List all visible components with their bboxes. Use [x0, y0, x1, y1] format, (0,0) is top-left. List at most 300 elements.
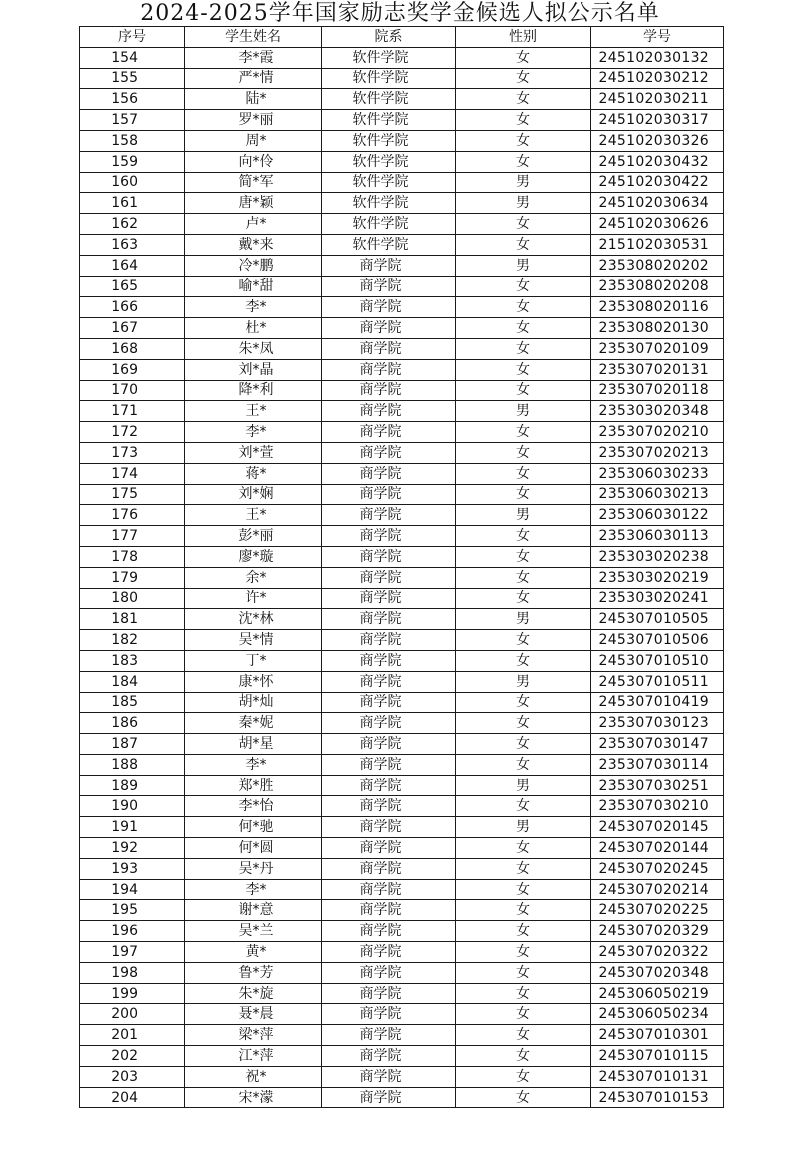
cell-student-name: 刘*晶	[185, 359, 322, 380]
cell-student-name: 康*怀	[185, 671, 322, 692]
cell-student-name: 杜*	[185, 318, 322, 339]
cell-student-name: 李*	[185, 422, 322, 443]
cell-student-id: 245102030212	[591, 68, 724, 89]
cell-gender: 女	[456, 1004, 591, 1025]
cell-student-name: 降*利	[185, 380, 322, 401]
cell-student-name: 黄*	[185, 942, 322, 963]
table-row	[80, 484, 724, 505]
table-row	[80, 650, 724, 671]
cell-student-name: 许*	[185, 588, 322, 609]
cell-department: 软件学院	[322, 68, 456, 89]
cell-serial-number: 188	[80, 754, 185, 775]
table-row	[80, 713, 724, 734]
cell-serial-number: 180	[80, 588, 185, 609]
cell-gender: 女	[456, 1046, 591, 1067]
cell-student-name: 吴*兰	[185, 921, 322, 942]
cell-student-id: 245102030326	[591, 130, 724, 151]
cell-department: 商学院	[322, 338, 456, 359]
cell-serial-number: 154	[80, 47, 185, 68]
cell-serial-number: 176	[80, 505, 185, 526]
cell-serial-number: 179	[80, 567, 185, 588]
table-row	[80, 1004, 724, 1025]
cell-student-name: 蒋*	[185, 463, 322, 484]
cell-department: 商学院	[322, 900, 456, 921]
cell-serial-number: 168	[80, 338, 185, 359]
cell-student-name: 严*情	[185, 68, 322, 89]
cell-department: 商学院	[322, 838, 456, 859]
cell-student-name: 郑*胜	[185, 775, 322, 796]
cell-student-id: 235307030147	[591, 734, 724, 755]
cell-student-name: 唐*颖	[185, 193, 322, 214]
cell-serial-number: 197	[80, 942, 185, 963]
table-row	[80, 47, 724, 68]
cell-gender: 女	[456, 1025, 591, 1046]
cell-serial-number: 165	[80, 276, 185, 297]
cell-department: 商学院	[322, 1087, 456, 1108]
cell-student-id: 235307030251	[591, 775, 724, 796]
cell-student-name: 鲁*芳	[185, 962, 322, 983]
cell-student-id: 235307020118	[591, 380, 724, 401]
cell-department: 软件学院	[322, 89, 456, 110]
cell-serial-number: 178	[80, 546, 185, 567]
cell-department: 商学院	[322, 1025, 456, 1046]
cell-student-name: 李*	[185, 297, 322, 318]
cell-serial-number: 172	[80, 422, 185, 443]
cell-gender: 女	[456, 858, 591, 879]
cell-student-name: 吴*丹	[185, 858, 322, 879]
table-row	[80, 193, 724, 214]
cell-serial-number: 167	[80, 318, 185, 339]
cell-gender: 女	[456, 942, 591, 963]
cell-gender: 女	[456, 526, 591, 547]
cell-student-id: 245307010131	[591, 1066, 724, 1087]
cell-student-id: 235307020109	[591, 338, 724, 359]
cell-serial-number: 202	[80, 1046, 185, 1067]
table-row	[80, 526, 724, 547]
cell-serial-number: 170	[80, 380, 185, 401]
table-row	[80, 130, 724, 151]
cell-gender: 女	[456, 442, 591, 463]
table-row	[80, 1046, 724, 1067]
table-header-row	[80, 27, 724, 48]
table-row	[80, 463, 724, 484]
cell-gender: 男	[456, 401, 591, 422]
table-row	[80, 151, 724, 172]
cell-student-name: 聂*晨	[185, 1004, 322, 1025]
cell-serial-number: 177	[80, 526, 185, 547]
cell-gender: 女	[456, 214, 591, 235]
cell-gender: 女	[456, 713, 591, 734]
cell-student-name: 刘*萱	[185, 442, 322, 463]
cell-student-name: 李*怡	[185, 796, 322, 817]
cell-student-id: 235306030113	[591, 526, 724, 547]
cell-department: 商学院	[322, 817, 456, 838]
table-row	[80, 1025, 724, 1046]
cell-student-id: 235303020238	[591, 546, 724, 567]
cell-gender: 女	[456, 338, 591, 359]
cell-gender: 女	[456, 630, 591, 651]
cell-department: 商学院	[322, 734, 456, 755]
table-row	[80, 858, 724, 879]
cell-student-name: 李*	[185, 754, 322, 775]
cell-student-id: 235307020210	[591, 422, 724, 443]
table-row	[80, 921, 724, 942]
cell-student-id: 245102030432	[591, 151, 724, 172]
cell-student-id: 245307010115	[591, 1046, 724, 1067]
cell-student-id: 245102030626	[591, 214, 724, 235]
cell-student-name: 祝*	[185, 1066, 322, 1087]
cell-gender: 男	[456, 505, 591, 526]
table-body	[80, 47, 724, 1108]
cell-department: 商学院	[322, 754, 456, 775]
cell-department: 商学院	[322, 921, 456, 942]
cell-gender: 女	[456, 276, 591, 297]
cell-department: 商学院	[322, 526, 456, 547]
cell-department: 软件学院	[322, 193, 456, 214]
cell-student-name: 李*	[185, 879, 322, 900]
table-row	[80, 609, 724, 630]
cell-department: 软件学院	[322, 110, 456, 131]
table-row	[80, 214, 724, 235]
cell-student-name: 彭*丽	[185, 526, 322, 547]
table-row	[80, 630, 724, 651]
cell-student-id: 235303020219	[591, 567, 724, 588]
cell-department: 商学院	[322, 276, 456, 297]
cell-student-id: 245307010419	[591, 692, 724, 713]
cell-student-name: 李*霞	[185, 47, 322, 68]
cell-serial-number: 189	[80, 775, 185, 796]
cell-serial-number: 163	[80, 234, 185, 255]
cell-gender: 女	[456, 796, 591, 817]
cell-gender: 男	[456, 817, 591, 838]
cell-gender: 女	[456, 692, 591, 713]
cell-serial-number: 155	[80, 68, 185, 89]
cell-serial-number: 199	[80, 983, 185, 1004]
cell-student-id: 235306030122	[591, 505, 724, 526]
cell-department: 商学院	[322, 796, 456, 817]
cell-department: 商学院	[322, 505, 456, 526]
cell-department: 商学院	[322, 484, 456, 505]
cell-serial-number: 200	[80, 1004, 185, 1025]
table-row	[80, 505, 724, 526]
cell-gender: 男	[456, 671, 591, 692]
cell-department: 商学院	[322, 775, 456, 796]
cell-student-name: 简*军	[185, 172, 322, 193]
cell-department: 商学院	[322, 380, 456, 401]
table-row	[80, 318, 724, 339]
cell-department: 软件学院	[322, 47, 456, 68]
cell-student-name: 王*	[185, 505, 322, 526]
cell-department: 商学院	[322, 1066, 456, 1087]
cell-serial-number: 156	[80, 89, 185, 110]
cell-student-name: 卢*	[185, 214, 322, 235]
table-row	[80, 89, 724, 110]
cell-gender: 女	[456, 546, 591, 567]
cell-gender: 女	[456, 110, 591, 131]
cell-serial-number: 194	[80, 879, 185, 900]
cell-student-name: 向*伶	[185, 151, 322, 172]
cell-department: 商学院	[322, 567, 456, 588]
cell-serial-number: 185	[80, 692, 185, 713]
table-row	[80, 962, 724, 983]
cell-serial-number: 182	[80, 630, 185, 651]
cell-student-id: 245102030317	[591, 110, 724, 131]
cell-student-id: 245102030211	[591, 89, 724, 110]
cell-serial-number: 193	[80, 858, 185, 879]
cell-department: 商学院	[322, 692, 456, 713]
cell-department: 商学院	[322, 609, 456, 630]
table-row	[80, 734, 724, 755]
cell-serial-number: 198	[80, 962, 185, 983]
cell-student-id: 245102030634	[591, 193, 724, 214]
cell-department: 商学院	[322, 650, 456, 671]
cell-department: 商学院	[322, 255, 456, 276]
cell-serial-number: 201	[80, 1025, 185, 1046]
cell-gender: 女	[456, 567, 591, 588]
cell-student-id: 235303020241	[591, 588, 724, 609]
cell-gender: 女	[456, 359, 591, 380]
cell-department: 商学院	[322, 546, 456, 567]
cell-gender: 女	[456, 1087, 591, 1108]
cell-student-name: 谢*意	[185, 900, 322, 921]
cell-gender: 男	[456, 609, 591, 630]
cell-gender: 女	[456, 900, 591, 921]
table-row	[80, 588, 724, 609]
table-row	[80, 110, 724, 131]
cell-student-name: 陆*	[185, 89, 322, 110]
cell-student-id: 245307010505	[591, 609, 724, 630]
header-student-name: 学生姓名	[185, 27, 322, 48]
cell-serial-number: 195	[80, 900, 185, 921]
cell-gender: 男	[456, 193, 591, 214]
cell-student-name: 沈*林	[185, 609, 322, 630]
cell-student-name: 胡*星	[185, 734, 322, 755]
table-row	[80, 671, 724, 692]
table-row	[80, 1066, 724, 1087]
cell-department: 商学院	[322, 858, 456, 879]
cell-student-name: 胡*灿	[185, 692, 322, 713]
cell-gender: 女	[456, 484, 591, 505]
cell-serial-number: 158	[80, 130, 185, 151]
table-row	[80, 172, 724, 193]
cell-student-name: 戴*来	[185, 234, 322, 255]
table-row	[80, 796, 724, 817]
cell-student-id: 235306030213	[591, 484, 724, 505]
cell-serial-number: 169	[80, 359, 185, 380]
cell-student-name: 余*	[185, 567, 322, 588]
cell-student-id: 245102030132	[591, 47, 724, 68]
cell-student-id: 235303020348	[591, 401, 724, 422]
cell-department: 商学院	[322, 1046, 456, 1067]
cell-department: 商学院	[322, 1004, 456, 1025]
cell-department: 商学院	[322, 442, 456, 463]
cell-gender: 女	[456, 463, 591, 484]
cell-department: 商学院	[322, 713, 456, 734]
cell-gender: 女	[456, 962, 591, 983]
table-row	[80, 983, 724, 1004]
cell-department: 商学院	[322, 588, 456, 609]
page-title: 2024-2025学年国家励志奖学金候选人拟公示名单	[140, 1, 660, 26]
cell-student-name: 朱*旋	[185, 983, 322, 1004]
cell-student-id: 245307020329	[591, 921, 724, 942]
cell-gender: 女	[456, 297, 591, 318]
cell-student-id: 245307010511	[591, 671, 724, 692]
header-student-id: 学号	[591, 27, 724, 48]
cell-gender: 男	[456, 255, 591, 276]
cell-student-name: 周*	[185, 130, 322, 151]
cell-serial-number: 191	[80, 817, 185, 838]
cell-student-id: 235307030210	[591, 796, 724, 817]
cell-department: 商学院	[322, 942, 456, 963]
table-row	[80, 68, 724, 89]
cell-serial-number: 196	[80, 921, 185, 942]
cell-department: 商学院	[322, 671, 456, 692]
cell-department: 软件学院	[322, 151, 456, 172]
table-row	[80, 546, 724, 567]
cell-serial-number: 157	[80, 110, 185, 131]
cell-serial-number: 175	[80, 484, 185, 505]
cell-department: 软件学院	[322, 214, 456, 235]
cell-gender: 女	[456, 422, 591, 443]
table-row	[80, 255, 724, 276]
header-gender: 性别	[456, 27, 591, 48]
cell-student-name: 何*驰	[185, 817, 322, 838]
cell-student-id: 245307010153	[591, 1087, 724, 1108]
cell-student-id: 235308020208	[591, 276, 724, 297]
cell-student-id: 245102030422	[591, 172, 724, 193]
table-row	[80, 567, 724, 588]
cell-serial-number: 192	[80, 838, 185, 859]
cell-gender: 女	[456, 318, 591, 339]
cell-student-name: 廖*璇	[185, 546, 322, 567]
header-serial-number: 序号	[80, 27, 185, 48]
table-row	[80, 297, 724, 318]
table-row	[80, 900, 724, 921]
cell-serial-number: 162	[80, 214, 185, 235]
cell-gender: 女	[456, 921, 591, 942]
cell-student-name: 何*圆	[185, 838, 322, 859]
cell-student-id: 235306030233	[591, 463, 724, 484]
table-row	[80, 879, 724, 900]
cell-gender: 女	[456, 734, 591, 755]
cell-gender: 女	[456, 151, 591, 172]
cell-student-name: 梁*萍	[185, 1025, 322, 1046]
cell-department: 商学院	[322, 422, 456, 443]
table-row	[80, 838, 724, 859]
cell-student-id: 245307020145	[591, 817, 724, 838]
cell-student-name: 冷*鹏	[185, 255, 322, 276]
cell-gender: 女	[456, 380, 591, 401]
cell-student-id: 235308020116	[591, 297, 724, 318]
cell-department: 商学院	[322, 359, 456, 380]
cell-gender: 女	[456, 983, 591, 1004]
cell-gender: 女	[456, 130, 591, 151]
cell-student-name: 丁*	[185, 650, 322, 671]
cell-department: 商学院	[322, 983, 456, 1004]
cell-department: 商学院	[322, 463, 456, 484]
cell-serial-number: 186	[80, 713, 185, 734]
cell-student-id: 235307020131	[591, 359, 724, 380]
table-row	[80, 380, 724, 401]
cell-student-id: 245307010301	[591, 1025, 724, 1046]
cell-student-id: 235307030123	[591, 713, 724, 734]
cell-serial-number: 181	[80, 609, 185, 630]
table-row	[80, 692, 724, 713]
cell-student-name: 宋*濛	[185, 1087, 322, 1108]
cell-serial-number: 187	[80, 734, 185, 755]
cell-serial-number: 184	[80, 671, 185, 692]
cell-serial-number: 164	[80, 255, 185, 276]
candidate-table	[79, 26, 724, 1108]
cell-gender: 女	[456, 650, 591, 671]
cell-student-name: 秦*妮	[185, 713, 322, 734]
cell-student-name: 喻*甜	[185, 276, 322, 297]
cell-gender: 女	[456, 1066, 591, 1087]
cell-student-id: 215102030531	[591, 234, 724, 255]
cell-gender: 女	[456, 588, 591, 609]
cell-student-name: 吴*情	[185, 630, 322, 651]
cell-student-name: 罗*丽	[185, 110, 322, 131]
cell-serial-number: 183	[80, 650, 185, 671]
cell-student-id: 245307020245	[591, 858, 724, 879]
cell-serial-number: 174	[80, 463, 185, 484]
cell-department: 软件学院	[322, 130, 456, 151]
cell-gender: 女	[456, 47, 591, 68]
cell-student-id: 235307020213	[591, 442, 724, 463]
cell-serial-number: 160	[80, 172, 185, 193]
cell-student-name: 王*	[185, 401, 322, 422]
cell-student-id: 245307010506	[591, 630, 724, 651]
cell-student-name: 江*萍	[185, 1046, 322, 1067]
cell-student-id: 245306050219	[591, 983, 724, 1004]
table-row	[80, 775, 724, 796]
cell-gender: 男	[456, 775, 591, 796]
cell-department: 商学院	[322, 962, 456, 983]
cell-student-id: 245307020322	[591, 942, 724, 963]
cell-student-name: 刘*娴	[185, 484, 322, 505]
cell-student-name: 朱*凤	[185, 338, 322, 359]
cell-department: 商学院	[322, 297, 456, 318]
cell-serial-number: 203	[80, 1066, 185, 1087]
cell-department: 商学院	[322, 318, 456, 339]
cell-serial-number: 161	[80, 193, 185, 214]
cell-serial-number: 166	[80, 297, 185, 318]
table-row	[80, 754, 724, 775]
cell-gender: 女	[456, 838, 591, 859]
cell-student-id: 235308020202	[591, 255, 724, 276]
cell-gender: 女	[456, 234, 591, 255]
table-row	[80, 401, 724, 422]
cell-student-id: 245307020225	[591, 900, 724, 921]
table-row	[80, 817, 724, 838]
table-row	[80, 338, 724, 359]
cell-serial-number: 159	[80, 151, 185, 172]
table-row	[80, 359, 724, 380]
cell-student-id: 235308020130	[591, 318, 724, 339]
cell-student-id: 245306050234	[591, 1004, 724, 1025]
cell-serial-number: 173	[80, 442, 185, 463]
cell-student-id: 245307020348	[591, 962, 724, 983]
table-row	[80, 1087, 724, 1108]
cell-gender: 男	[456, 172, 591, 193]
cell-serial-number: 171	[80, 401, 185, 422]
cell-gender: 女	[456, 754, 591, 775]
cell-department: 商学院	[322, 630, 456, 651]
cell-student-id: 245307010510	[591, 650, 724, 671]
cell-department: 软件学院	[322, 234, 456, 255]
table-row	[80, 422, 724, 443]
header-department: 院系	[322, 27, 456, 48]
